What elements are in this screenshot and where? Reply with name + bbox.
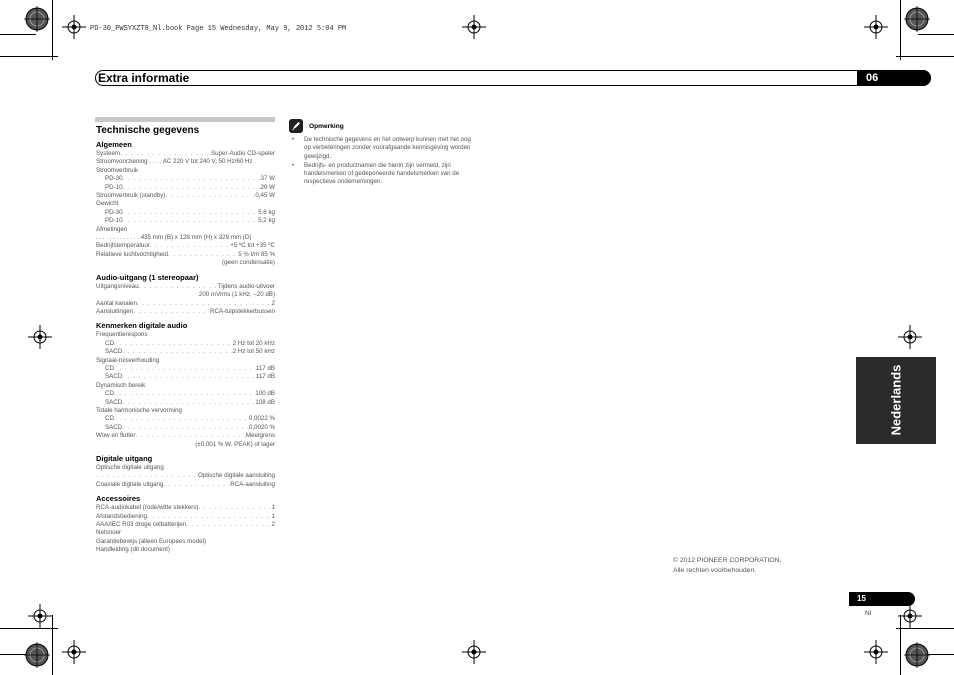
spec-value: 200 mVrms (1 kHz, –20 dB) [198,291,275,299]
spec-value: 37 W [260,175,275,183]
spec-label: PD-30 [105,175,123,183]
spec-row [96,513,275,521]
note-list [292,136,472,188]
note-title: Opmerking [309,123,344,130]
leader-dots [163,481,230,489]
trim-mark [896,628,954,629]
spec-value: 1 [271,504,275,512]
spec-label: Relatieve luchtvochtigheid [96,250,168,258]
spec-label: CD [105,364,114,372]
spec-value: 0,0022 % [248,415,275,423]
crosshair-mark-icon [864,640,888,664]
language-tab-label: Nederlands [888,364,904,436]
section-rule [95,117,275,122]
spec-label: Handleiding (dit document) [96,546,170,554]
leader-dots [150,242,230,250]
leader-dots [114,390,255,398]
crosshair-mark-icon [462,15,486,39]
spec-row [96,291,275,299]
spec-row [96,390,275,398]
spec-row [96,209,275,217]
spec-heading: Audio-uitgang (1 stereopaar) [96,272,199,282]
trim-mark [0,628,58,629]
leader-dots [123,209,259,217]
spec-value: (±0,001 % W. PEAK) of lager [195,440,275,448]
spec-label: Garantiebewijs (alleen Europees model) [96,537,207,545]
spec-row [96,340,275,348]
spec-label: Stroomverbruik (standby) [96,192,166,200]
spec-row [96,415,275,423]
spec-label: Bedrijfstemperatuur [96,242,150,250]
spec-row [96,357,275,365]
spec-label: Dynamisch bereik [96,381,146,389]
spec-label: Aantal kanalen [96,299,137,307]
spec-value: 117 dB [255,364,275,372]
trim-mark [52,615,53,675]
leader-dots [198,504,271,512]
leader-dots [135,432,245,440]
spec-label: Aansluitingen [96,307,134,315]
spec-row [96,242,275,250]
page-language-code: Nl [865,610,872,617]
spec-row [96,331,275,339]
leader-dots [147,513,272,521]
spec-label: SACD [105,373,123,381]
spec-row [96,464,275,472]
note-text: Bedrijfs- en productnamen die hierin zijn vermeld, zijn handelsmerken of gedeponeerde handelsmerken van de respectieve ondernemingen. [304,161,460,186]
chapter-header-bar [95,70,931,86]
leader-dots [133,308,210,316]
spec-value: 5,6 kg [258,208,275,216]
spec-value: Meetgrens [245,432,275,440]
spec-value: RCA-aansluiting [230,480,275,488]
spec-row [96,441,275,449]
spec-value: 2 Hz tot 50 kHz [232,348,275,356]
spec-value: +5 ºC tot +35 ºC [230,242,275,250]
note-pencil-icon [289,119,303,133]
spec-value: 5,2 kg [258,217,275,225]
trim-mark [0,34,36,35]
bullet-icon: • [292,161,295,169]
leader-dots [122,348,232,356]
spec-heading: Algemeen [96,140,132,149]
spec-row [96,546,275,554]
crosshair-mark-icon [898,604,922,628]
crosshair-mark-icon [28,325,52,349]
spec-row [96,504,275,512]
spec-label: Afmetingen [96,225,128,233]
note-item [292,162,472,187]
spec-row [96,365,275,373]
spec-row [96,529,275,537]
spec-label: AAA/IEC R03 droge celbatterijen [96,521,187,529]
chapter-number-badge: 06 [857,70,931,86]
note-item [292,136,472,161]
leader-dots [114,340,233,348]
spec-label: Signaal-ruisverhouding [96,356,160,364]
leader-dots [114,415,249,423]
spec-label: Systeem [96,150,121,157]
leader-dots [137,300,272,308]
copyright-block [673,556,781,576]
spec-value: 0,0020 % [248,423,275,431]
leader-dots [123,175,261,183]
leader-dots [165,192,255,200]
spec-label: Netsnoer [96,529,122,537]
spec-value: 2 [271,299,275,307]
copyright-line: Alle rechten voorbehouden. [673,567,757,574]
crosshair-mark-icon [62,15,86,39]
trim-mark [896,56,954,57]
spec-row [96,184,275,192]
spec-row [96,234,275,242]
leader-dots [123,217,259,225]
spec-row [96,538,275,546]
spec-row [96,217,275,225]
registration-disc-icon [22,4,52,34]
spec-row [96,175,275,183]
spec-row [96,150,275,158]
crosshair-mark-icon [62,640,86,664]
leader-dots [122,373,256,381]
trim-mark [900,0,901,60]
crosshair-mark-icon [864,15,888,39]
spec-label: SACD [105,423,123,431]
spec-label: Stroomverbruik [96,166,138,174]
spec-value: RCA-tulpstekkerbussen [210,307,275,315]
spec-label: CD [105,339,114,347]
spec-value: 117 dB [255,373,275,381]
leader-dots [122,399,255,407]
spec-row [96,424,275,432]
trim-mark [52,0,53,60]
spec-label: CD [105,415,114,423]
spec-row [96,432,275,440]
spec-heading: Digitale uitgang [96,454,153,463]
spec-label: . . . . . . . . . . . . . 435 mm (B) x 128 mm (H) x 329 mm (D) [96,234,252,242]
leader-dots [120,150,211,158]
spec-label: RCA-audiokabel (rode/witte stekkers) [96,504,199,512]
spec-label: Afstandsbediening [96,512,147,520]
spec-label: PD-10 [105,217,123,225]
language-side-tab [856,357,936,444]
spec-value: Tijdens audio-uitvoer [217,282,275,290]
crosshair-mark-icon [28,604,52,628]
spec-label: Stroomvoorziening . . . . AC 220 V tot 240 V, 50 Hz/60 Hz [96,158,253,166]
spec-label: PD-10 [105,183,123,191]
chapter-title: Extra informatie [98,71,190,85]
spec-row [96,259,275,267]
spec-label: Totale harmonische vervorming [96,406,182,414]
spec-row [96,348,275,356]
spec-value: Optische digitale aansluiting [197,472,275,480]
bullet-icon: • [292,136,295,143]
spec-value: 100 dB [255,390,275,398]
spec-row [96,399,275,407]
spec-row [96,308,275,316]
spec-value: 2 Hz tot 20 kHz [232,339,275,347]
spec-value: 108 dB [255,398,275,406]
registration-disc-icon [902,4,932,34]
leader-dots [114,365,256,373]
leader-dots [186,521,271,529]
spec-value: 1 [271,512,275,520]
trim-mark [0,56,58,57]
registration-disc-icon [902,640,932,670]
leader-dots [168,251,238,259]
spec-value: 5 % t/m 85 % [238,250,275,258]
spec-row [96,200,275,208]
spec-row [96,226,275,234]
spec-row [96,167,275,175]
spec-row [96,158,275,166]
note-text: De technische gegevens en het ontwerp kunnen met het oog op verbeteringen zonder voorafgaande kennisgeving worden gewijzigd. [304,136,471,160]
spec-row [96,472,275,480]
spec-value: 2 [271,521,275,529]
spec-label: SACD [105,398,123,406]
crosshair-mark-icon [898,325,922,349]
spec-label: Gewicht [96,200,119,208]
specifications-list [96,140,275,555]
section-title: Technische gegevens [96,125,200,136]
trim-mark [918,34,954,35]
spec-label: Frequentierespons [96,331,148,339]
spec-label: Coaxiale digitale uitgang [96,480,164,488]
spec-row [96,300,275,308]
spec-value: (geen condensatie) [222,259,275,267]
leader-dots [139,283,218,291]
spec-row [96,283,275,291]
spec-row [96,192,275,200]
print-header-line: PD-30_PWSYXZT8_Nl.book Page 15 Wednesday, May 9, 2012 5:04 PM [90,25,347,33]
spec-label: Optische digitale uitgang [96,464,164,471]
spec-value: Super-Audio CD-speler [211,150,275,157]
spec-row [96,407,275,415]
spec-label: PD-30 [105,208,123,216]
leader-dots [122,424,249,432]
spec-row [96,251,275,259]
spec-value: 20 W [260,183,275,191]
spec-row [96,481,275,489]
registration-disc-icon [22,640,52,670]
spec-heading: Accessoires [96,494,141,504]
leader-dots [96,472,198,480]
spec-label: Wow en flutter [96,432,136,440]
spec-label: SACD [105,348,123,356]
spec-label: CD [105,390,114,398]
spec-heading: Kenmerken digitale audio [96,321,188,331]
crosshair-mark-icon [462,640,486,664]
spec-value: 0,45 W [255,192,275,200]
spec-row [96,373,275,381]
copyright-line: © 2012 PIONEER CORPORATION. [673,557,782,564]
page-number-badge: 15 [849,592,915,606]
spec-row [96,382,275,390]
spec-row [96,521,275,529]
spec-label: Uitgangsniveau [96,282,139,290]
leader-dots [123,184,261,192]
